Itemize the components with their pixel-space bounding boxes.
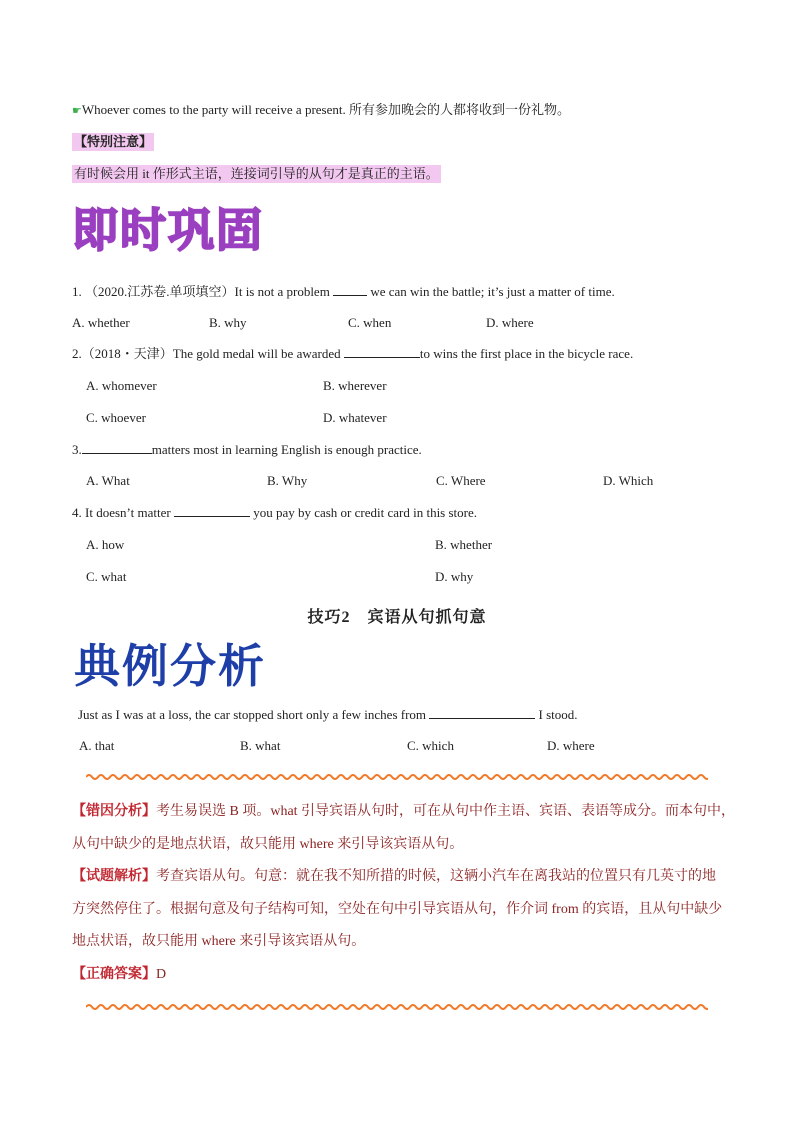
- question-2-blank: [344, 345, 420, 358]
- wavy-divider-bottom: [86, 1001, 708, 1013]
- question-3-option-c: C. Where: [436, 473, 486, 488]
- example-question-before: Just as I was at a loss, the car stopped short only a few inches from: [78, 707, 430, 722]
- question-4-stem: [72, 504, 477, 522]
- analysis-line-1: [72, 867, 716, 887]
- analysis-text-1: 考查宾语从句。句意：就在我不知所措的时候，这辆小汽车在离我站的位置只有几英寸的地: [156, 869, 716, 884]
- example-option-c: C. which: [407, 738, 454, 753]
- question-3-option-d: D. Which: [603, 473, 654, 488]
- question-2-option-b: B. wherever: [323, 378, 387, 393]
- analysis-line-3: 地点状语，故只能用 where 来引导该宾语从句。: [72, 934, 366, 949]
- question-4-option-b: B. whether: [435, 537, 493, 552]
- intro-example-text: Whoever comes to the party will receive a present. 所有参加晚会的人都将收到一份礼物。: [81, 102, 570, 117]
- question-4-option-c: C. what: [86, 569, 127, 584]
- note-text: 有时候会用 it 作形式主语，连接词引导的从句才是真正的主语。: [74, 166, 439, 181]
- example-option-d: D. where: [547, 738, 595, 753]
- error-analysis-line-1: [72, 802, 735, 822]
- question-1-option-b: B. why: [209, 315, 247, 330]
- question-1-stem-after: we can win the battle; it’s just a matter of time.: [367, 284, 615, 299]
- question-2-stem-before: 2.（2018・天津）The gold medal will be awarded: [72, 346, 344, 361]
- question-2-stem-after: to wins the first place in the bicycle race.: [419, 346, 634, 361]
- question-4-stem-before: 4. It doesn’t matter: [72, 505, 174, 520]
- question-4-stem-after: you pay by cash or credit card in this store.: [249, 505, 478, 520]
- answer-value: D: [156, 967, 167, 982]
- example-question-after: I stood.: [535, 707, 578, 722]
- example-question-stem: [78, 706, 578, 724]
- example-question-blank: [429, 706, 535, 719]
- intro-example-line: [72, 101, 570, 120]
- question-3-stem-before: 3.: [72, 442, 82, 457]
- question-1-option-d: D. where: [486, 315, 534, 330]
- error-analysis-text-1: 考生易误选 B 项。what 引导宾语从句时，可在从句中作主语、宾语、表语等成分。而本句中，: [156, 804, 736, 819]
- question-4-blank: [174, 504, 250, 517]
- question-3-stem: [72, 441, 422, 459]
- question-4-option-a: A. how: [86, 537, 125, 552]
- question-1-stem: [72, 283, 615, 301]
- note-label: 【特别注意】: [74, 134, 153, 149]
- question-3-option-b: B. Why: [267, 473, 308, 488]
- wavy-divider-top: [86, 771, 708, 783]
- question-3-stem-after: matters most in learning English is enough practice.: [151, 442, 422, 457]
- analysis-line-2: 方突然停住了。根据句意及句子结构可知，空处在句中引导宾语从句，作介词 from 的宾语，且从句中缺少: [72, 902, 723, 917]
- section-2-title: 技巧2 宾语从句抓句意: [307, 609, 487, 626]
- pointing-hand-icon: ☛: [72, 104, 82, 117]
- question-2-option-d: D. whatever: [323, 410, 387, 425]
- question-1-option-c: C. when: [348, 315, 392, 330]
- answer-label: 【正确答案】: [72, 967, 156, 982]
- question-3-blank: [82, 441, 152, 454]
- example-option-b: B. what: [240, 738, 281, 753]
- error-analysis-line-2: 从句中缺少的是地点状语，故只能用 where 来引导该宾语从句。: [72, 837, 464, 852]
- consolidation-banner: 即时巩固: [72, 203, 264, 257]
- question-4-option-d: D. why: [435, 569, 474, 584]
- example-analysis-banner: 典例分析: [74, 639, 266, 693]
- example-option-a: A. that: [79, 738, 115, 753]
- question-3-option-a: A. What: [86, 473, 130, 488]
- question-1-stem-before: 1. （2020.江苏卷.单项填空）It is not a problem: [72, 284, 334, 299]
- question-1-blank: [333, 283, 367, 296]
- question-2-stem: [72, 345, 633, 363]
- question-2-option-a: A. whomever: [86, 378, 157, 393]
- question-2-option-c: C. whoever: [86, 410, 146, 425]
- question-1-option-a: A. whether: [72, 315, 130, 330]
- answer-line: [72, 965, 166, 985]
- analysis-label: 【试题解析】: [72, 869, 156, 884]
- error-analysis-label: 【错因分析】: [72, 804, 156, 819]
